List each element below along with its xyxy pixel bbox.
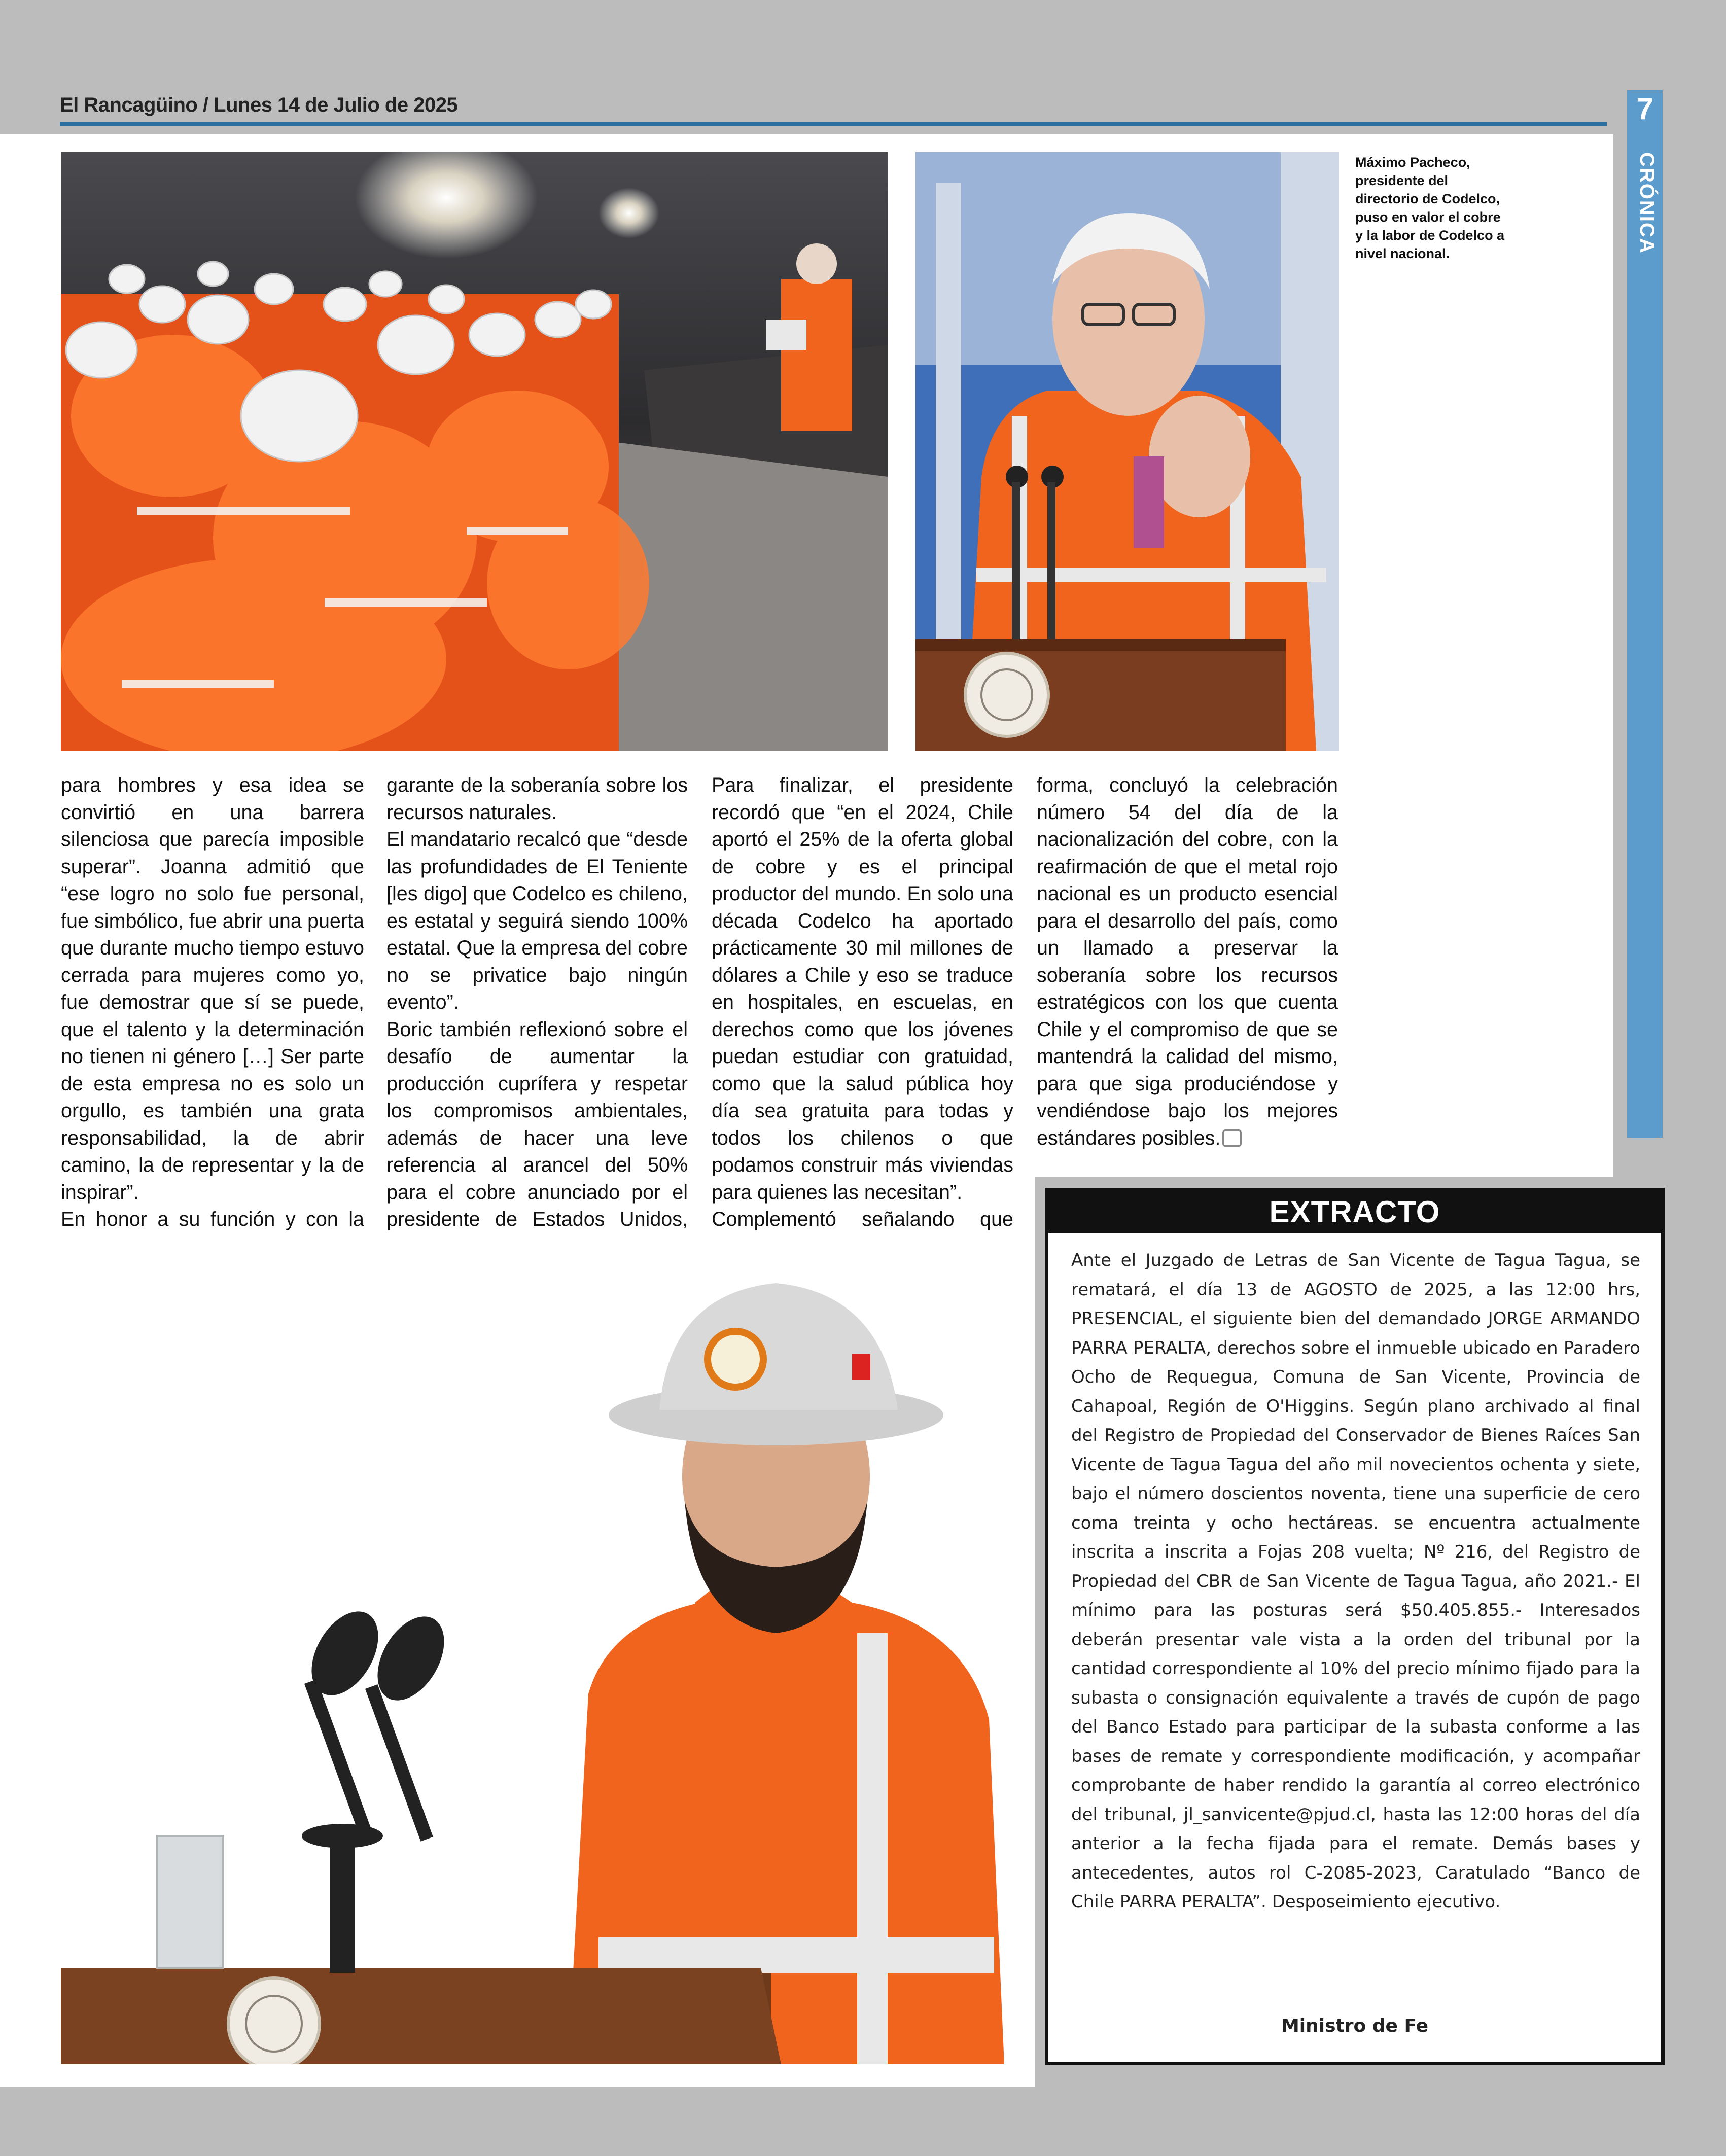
article-column-4 <box>1037 772 1338 1152</box>
legal-notice-title: EXTRACTO <box>1048 1191 1661 1233</box>
legal-notice-signature: Ministro de Fe <box>1281 2016 1429 2036</box>
page-header: El Rancagüino / Lunes 14 de Julio de 2025 <box>60 94 458 116</box>
miners-crowd-image <box>61 152 888 751</box>
section-label: CRÓNICA <box>1636 152 1658 254</box>
page-number: 7 <box>1636 92 1653 126</box>
legal-notice-body: Ante el Juzgado de Letras de San Vicente de Tagua Tagua, se rematará, el día 13 de AGOSTO de 2025, a las 12:00 hrs, PRESENCIAL, el siguiente bien del demandado JORGE ARMANDO PARRA PERALTA, derechos sobre el inmueble ubicado en Paradero Ocho de Requegua, Comuna de San Vicente, Provincia de Cahapoal, Región de O'Higgins. Según plano archivado al final del Registro de Propiedad del Conservador de Bienes Raíces San Vicente de Tagua Tagua del año mil novecientos ochenta y siete, bajo el número doscientos noventa, tiene una superficie de cero coma treinta y ocho hectáreas. se encuentra actualmente inscrita a inscrita a Fojas 208 vuelta; Nº 216, del Registro de Propiedad del CBR de San Vicente de Tagua Tagua, año 2021.- El mínimo para las posturas será $50.405.855.- Interesados deberán presentar vale vista a la orden del tribunal por la cantidad correspondiente al 10% del precio mínimo fijado para la subasta o consignación equivalente a través de cupón de pago del Banco Estado para participar de la subasta conforme a las bases de remate y correspondiente modificación, y acompañar comprobante de haber rendido la garantía al correo electrónico del tribunal, jl_sanvicente@pjud.cl, hasta las 12:00 horas del día anterior a la fecha fijada para el remate. Demás bases y antecedentes, autos rol C-2085-2023, Caratulado “Banco de Chile PARRA PERALTA”. Desposeimiento ejecutivo. <box>1071 1250 1640 1912</box>
photo-miners-crowd <box>61 152 888 751</box>
paragraph: Boric también reflexionó sobre el desafío de aumentar la producción cuprífera y respetar los compromisos ambientales, además de hacer una leve referencia al arancel del 50% para el cobre anunciado por el presidente de Estados Unidos, <box>386 1018 688 1230</box>
paragraph: El mandatario recalcó que “desde las profundidades de El Teniente [les digo] que Codelco es chileno, es estatal y seguirá siendo 100% estatal. Que la empresa del cobre no se privatice bajo ningún evento”. <box>386 828 688 1013</box>
paragraph: Para finalizar, el presidente recordó que “en el 2024, Chile aportó el 25% de la oferta global de cobre y es el principal productor del mundo. En solo una década Codelco ha aportado prácticamente 30 mil millones de dólares a Chile y eso se traduce en hospitales, en escuelas, en derechos como que los jóvenes puedan estudiar con gratuidad, como que la salud pública hoy día sea gratuita para todas y todos los chilenos o que podamos construir más viviendas para quienes las necesitan”. <box>712 774 1013 1204</box>
photo-caption: Máximo Pacheco, presidente del directorio de Codelco, puso en valor el cobre y la labor de Codelco a nivel nacional. <box>1355 155 1505 261</box>
article-end-icon <box>1222 1129 1242 1147</box>
boric-image <box>61 1238 1035 2064</box>
legal-notice-box <box>1045 1188 1665 2065</box>
photo-maximo-pacheco <box>915 152 1339 751</box>
paragraph: para hombres y esa idea se convirtió en una barrera silenciosa que parecía imposible superar”. Joanna admitió que “ese logro no solo fue personal, fue simbólico, fue abrir una puerta que durante mucho tiempo estuvo cerrada para mujeres como yo, fue demostrar que sí se puede, que el talento y la determinación no tienen ni género […] Ser parte de esta empresa no es solo un orgullo, es también una grata responsabilidad, la de abrir camino, la de representar y la de inspirar”. <box>61 774 364 1204</box>
photo-gabriel-boric <box>61 1238 1035 2064</box>
header-rule <box>60 122 1607 126</box>
paragraph: En honor a su función y con la <box>61 1208 364 1230</box>
paragraph <box>1037 772 1338 1152</box>
paragraph: garante de la soberanía sobre los recursos naturales. <box>386 774 688 824</box>
paragraph: Complementó señalando que <box>712 1208 1013 1230</box>
paragraph-text: forma, concluyó la celebración número 54 del día de la nacionalización del cobre, con la reafirmación de que el metal rojo nacional es un producto esencial para el desarrollo del país, como un llamado a preservar la soberanía sobre los recursos estratégicos con los que cuenta Chile y el compromiso de que se mantendrá la calidad del mismo, para que siga produciéndose y vendiéndose bajo los mejores estándares posibles. <box>1037 774 1338 1149</box>
pacheco-image <box>915 152 1339 751</box>
